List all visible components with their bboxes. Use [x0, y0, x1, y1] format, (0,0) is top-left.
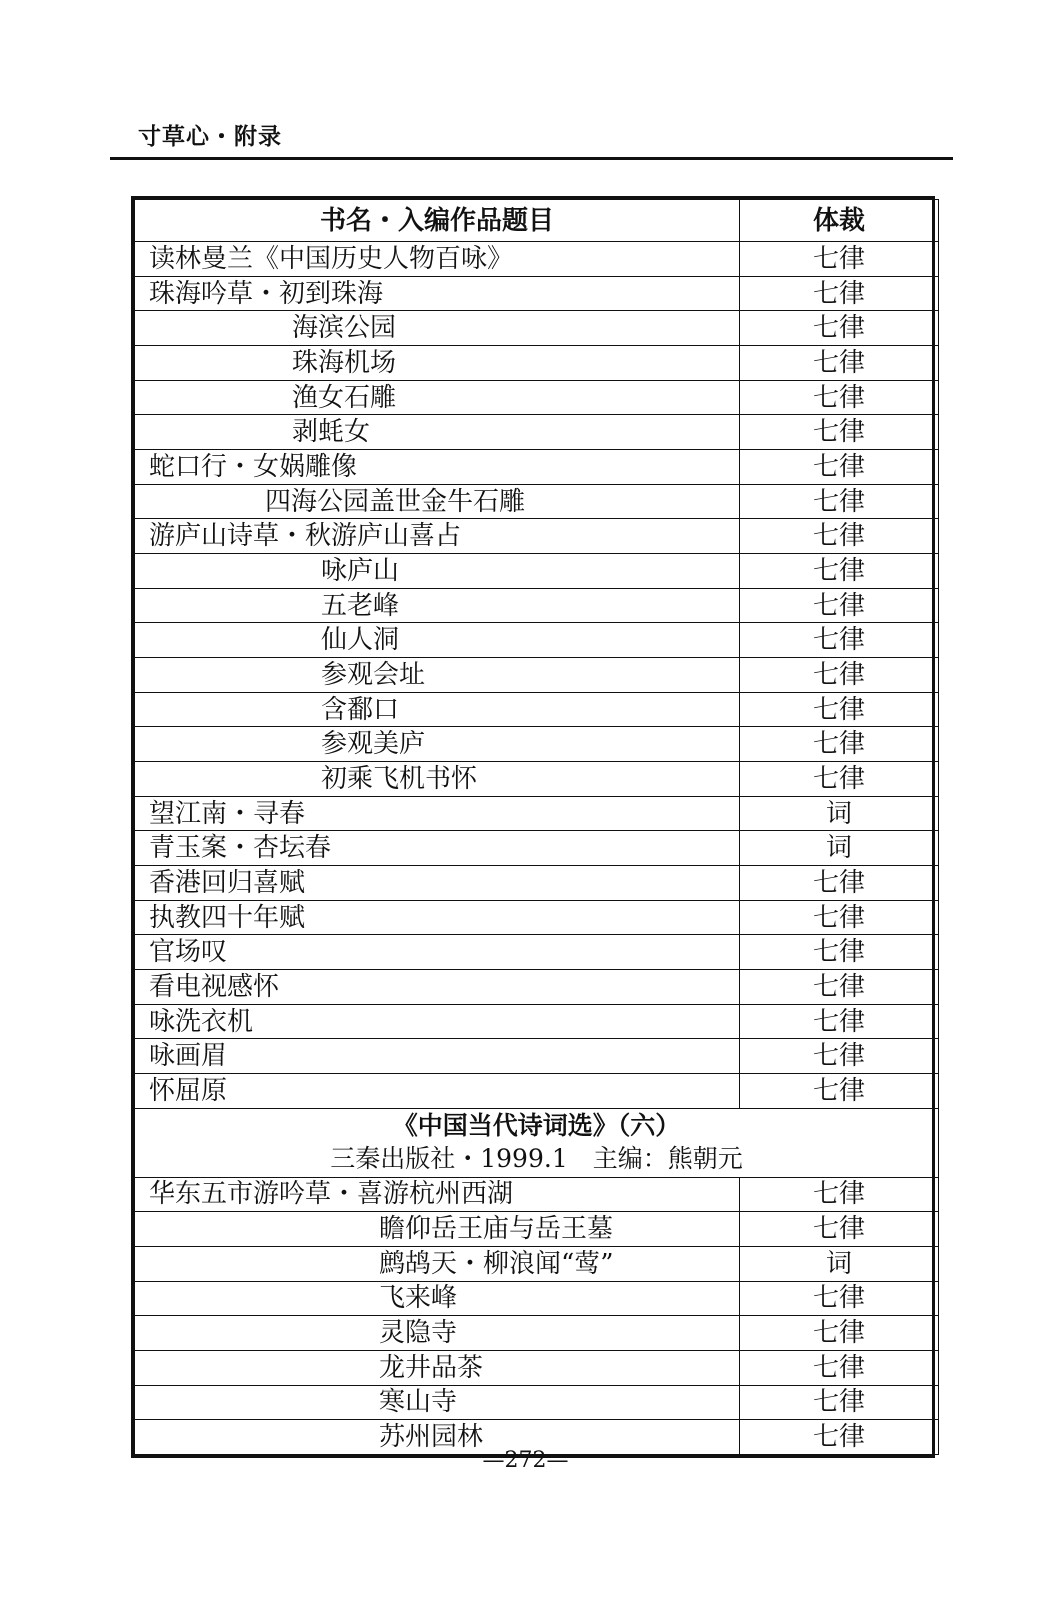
- table-row: [135, 484, 939, 519]
- table-row: [135, 796, 939, 831]
- running-header: 寸草心・附录: [138, 123, 282, 150]
- section-book-title: 《中国当代诗词选》（六）: [392, 1111, 681, 1141]
- work-title-cell: 瞻仰岳王庙与岳王墓: [135, 1212, 740, 1247]
- genre-cell: 七律: [740, 450, 939, 485]
- work-title-cell: 五老峰: [135, 588, 740, 623]
- work-title-cell: 含鄱口: [135, 692, 740, 727]
- work-title-cell: 蛇口行・女娲雕像: [135, 450, 740, 485]
- table-row: [135, 1212, 939, 1247]
- work-title-cell: 灵隐寺: [135, 1316, 740, 1351]
- table-row: [135, 658, 939, 693]
- genre-cell: 七律: [740, 900, 939, 935]
- genre-cell: 七律: [740, 588, 939, 623]
- work-title-cell: 香港回归喜赋: [135, 866, 740, 901]
- table-row: [135, 692, 939, 727]
- table-row: [135, 380, 939, 415]
- genre-cell: 七律: [740, 970, 939, 1005]
- genre-cell: 七律: [740, 554, 939, 589]
- work-title-cell: 剥蚝女: [135, 415, 740, 450]
- work-title-cell: 四海公园盖世金牛石雕: [135, 484, 740, 519]
- header-rule: [110, 157, 953, 160]
- work-title-cell: 仙人洞: [135, 623, 740, 658]
- table-header-row: [135, 200, 939, 242]
- genre-cell: 七律: [740, 692, 939, 727]
- genre-cell: 七律: [740, 311, 939, 346]
- genre-cell: 七律: [740, 866, 939, 901]
- work-title-cell: 咏画眉: [135, 1039, 740, 1074]
- table-row: [135, 970, 939, 1005]
- table-row: [135, 866, 939, 901]
- table-row: [135, 346, 939, 381]
- work-title-cell: 望江南・寻春: [135, 796, 740, 831]
- genre-cell: 七律: [740, 935, 939, 970]
- genre-cell: 七律: [740, 242, 939, 277]
- genre-cell: 七律: [740, 1004, 939, 1039]
- table-row: [135, 1039, 939, 1074]
- work-title-cell: 看电视感怀: [135, 970, 740, 1005]
- table-row: [135, 762, 939, 797]
- genre-cell: 七律: [740, 484, 939, 519]
- table-row: [135, 935, 939, 970]
- table-row: [135, 1350, 939, 1385]
- work-title-cell: 华东五市游吟草・喜游杭州西湖: [135, 1177, 740, 1212]
- column-header-genre: 体裁: [740, 200, 939, 242]
- genre-cell: 词: [740, 831, 939, 866]
- genre-cell: 词: [740, 1246, 939, 1281]
- table-row: [135, 1385, 939, 1420]
- work-title-cell: 官场叹: [135, 935, 740, 970]
- work-title-cell: 咏洗衣机: [135, 1004, 740, 1039]
- table-row: [135, 276, 939, 311]
- table-row: [135, 242, 939, 277]
- work-title-cell: 鹧鸪天・柳浪闻“莺”: [135, 1246, 740, 1281]
- genre-cell: 七律: [740, 1350, 939, 1385]
- table-row: [135, 900, 939, 935]
- work-title-cell: 龙井品茶: [135, 1350, 740, 1385]
- table-row: [135, 1004, 939, 1039]
- work-title-cell: 渔女石雕: [135, 380, 740, 415]
- table-row: [135, 1074, 939, 1109]
- work-title-cell: 飞来峰: [135, 1281, 740, 1316]
- work-title-cell: 珠海机场: [135, 346, 740, 381]
- genre-cell: 七律: [740, 276, 939, 311]
- work-title-cell: 游庐山诗草・秋游庐山喜占: [135, 519, 740, 554]
- table-body-part1: [135, 242, 939, 1109]
- work-title-cell: 苏州园林: [135, 1420, 740, 1455]
- table-row: [135, 831, 939, 866]
- genre-cell: 七律: [740, 623, 939, 658]
- table-row: [135, 450, 939, 485]
- work-title-cell: 海滨公园: [135, 311, 740, 346]
- table-row: [135, 1177, 939, 1212]
- table-row: [135, 554, 939, 589]
- work-title-cell: 参观会址: [135, 658, 740, 693]
- genre-cell: 七律: [740, 1281, 939, 1316]
- genre-cell: 七律: [740, 658, 939, 693]
- section-heading-row: [135, 1109, 939, 1177]
- work-title-cell: 寒山寺: [135, 1385, 740, 1420]
- work-title-cell: 执教四十年赋: [135, 900, 740, 935]
- table-row: [135, 519, 939, 554]
- genre-cell: 七律: [740, 346, 939, 381]
- genre-cell: 七律: [740, 1385, 939, 1420]
- section-publisher: 三秦出版社・1999.1 主编：熊朝元: [330, 1143, 743, 1173]
- work-title-cell: 青玉案・杏坛春: [135, 831, 740, 866]
- genre-cell: 七律: [740, 415, 939, 450]
- genre-cell: 七律: [740, 1177, 939, 1212]
- table-row: [135, 727, 939, 762]
- work-title-cell: 参观美庐: [135, 727, 740, 762]
- genre-cell: 七律: [740, 380, 939, 415]
- section-heading-cell: [135, 1109, 939, 1177]
- table-row: [135, 311, 939, 346]
- page-number: —272—: [482, 1448, 569, 1473]
- genre-cell: 词: [740, 796, 939, 831]
- table-row: [135, 1246, 939, 1281]
- genre-cell: 七律: [740, 519, 939, 554]
- table-row: [135, 588, 939, 623]
- table-row: [135, 623, 939, 658]
- work-title-cell: 珠海吟草・初到珠海: [135, 276, 740, 311]
- table-row: [135, 1316, 939, 1351]
- genre-cell: 七律: [740, 1420, 939, 1455]
- table-row: [135, 1281, 939, 1316]
- work-title-cell: 咏庐山: [135, 554, 740, 589]
- genre-cell: 七律: [740, 762, 939, 797]
- catalog-table: [131, 196, 935, 1458]
- work-title-cell: 初乘飞机书怀: [135, 762, 740, 797]
- column-header-title: 书名・入编作品题目: [135, 200, 740, 242]
- work-title-cell: 读林曼兰《中国历史人物百咏》: [135, 242, 740, 277]
- genre-cell: 七律: [740, 1316, 939, 1351]
- genre-cell: 七律: [740, 1212, 939, 1247]
- genre-cell: 七律: [740, 1074, 939, 1109]
- genre-cell: 七律: [740, 727, 939, 762]
- table-row: [135, 415, 939, 450]
- genre-cell: 七律: [740, 1039, 939, 1074]
- table-body-part2: [135, 1177, 939, 1455]
- work-title-cell: 怀屈原: [135, 1074, 740, 1109]
- table-section: [135, 1109, 939, 1177]
- catalog-table-grid: [134, 199, 939, 1455]
